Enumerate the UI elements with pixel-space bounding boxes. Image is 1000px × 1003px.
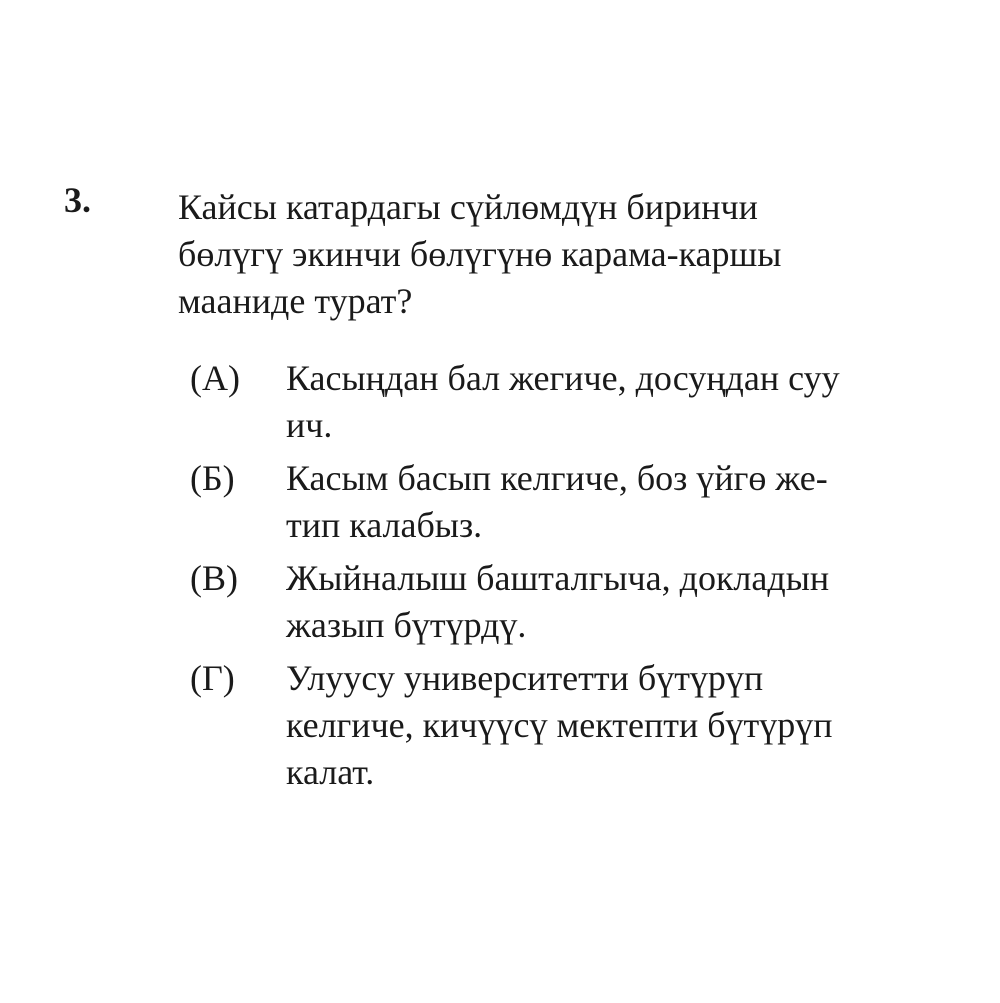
option-text: [286, 655, 950, 796]
option-text-line: ич.: [286, 405, 333, 445]
option-text-line: калат.: [286, 752, 375, 792]
option-letter: (Б): [190, 458, 235, 498]
option-letter: (В): [190, 558, 238, 598]
option-text-line: Жыйналыш башталгыча, докладын: [286, 558, 830, 598]
question-stem-line: бөлүгү экинчи бөлүгүнө карама-каршы: [178, 234, 782, 274]
option-text-line: Касым басып келгиче, боз үйгө же-: [286, 458, 828, 498]
question-stem-line: мааниде турат?: [178, 281, 413, 321]
option-b[interactable]: [190, 455, 950, 549]
option-text: [286, 355, 950, 449]
option-text: [286, 555, 950, 649]
option-g[interactable]: [190, 655, 950, 796]
option-text: [286, 455, 950, 549]
question-stem-line: Кайсы катардагы сүйлөмдүн биринчи: [178, 187, 758, 227]
option-v[interactable]: [190, 555, 950, 649]
option-text-line: тип калабыз.: [286, 505, 483, 545]
question-number: 3.: [64, 180, 91, 220]
option-letter: (Г): [190, 658, 235, 698]
question-stem: [178, 184, 938, 325]
option-a[interactable]: [190, 355, 950, 449]
option-text-line: Касыңдан бал жегиче, досуңдан суу: [286, 358, 840, 398]
answer-options: [190, 355, 950, 802]
option-text-line: Улуусу университетти бүтүрүп: [286, 658, 764, 698]
option-text-line: келгиче, кичүүсү мектепти бүтүрүп: [286, 705, 833, 745]
option-text-line: жазып бүтүрдү.: [286, 605, 527, 645]
option-letter: (А): [190, 358, 240, 398]
